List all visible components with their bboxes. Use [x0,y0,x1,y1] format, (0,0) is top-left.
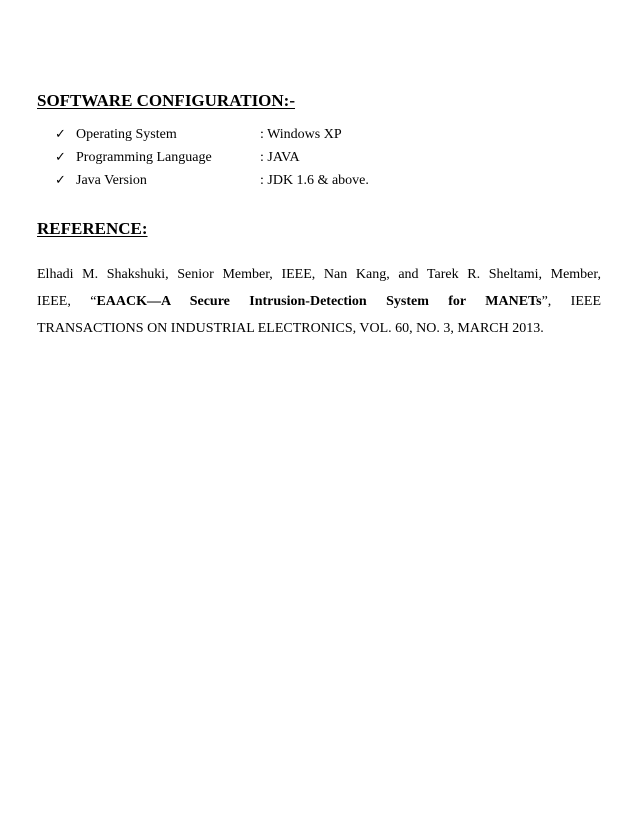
software-configuration-list [0,123,638,192]
config-value: : JDK 1.6 & above. [260,173,369,188]
check-mark-icon: ✓ [55,150,66,165]
reference-quote-open: “ [90,294,97,309]
check-mark-icon: ✓ [55,173,66,188]
config-item-programming-language [0,146,638,169]
reference-journal-head: IEEE [570,294,601,309]
config-label: Programming Language [76,150,212,165]
config-item-java-version [0,169,638,192]
config-label: Operating System [76,127,177,142]
reference-authors: Elhadi M. Shakshuki, Senior Member, IEEE, Nan Kang, and Tarek R. Sheltami, Member, [37,267,601,282]
reference-paper-title: EAACK—A Secure Intrusion-Detection System for MANETs [96,294,542,309]
check-mark-icon: ✓ [55,127,66,142]
config-item-operating-system [0,123,638,146]
software-configuration-heading: SOFTWARE CONFIGURATION:- [37,91,296,110]
reference-quote-close: ”, [541,294,552,309]
reference-authors-tail: IEEE, [37,294,71,309]
reference-citation [37,261,601,342]
config-value: : JAVA [260,150,300,165]
reference-heading: REFERENCE: [37,219,148,238]
config-label: Java Version [76,173,147,188]
config-value: : Windows XP [260,127,342,142]
reference-journal: TRANSACTIONS ON INDUSTRIAL ELECTRONICS, VOL. 60, NO. 3, MARCH 2013. [37,321,544,336]
reference-title-line [37,288,601,315]
